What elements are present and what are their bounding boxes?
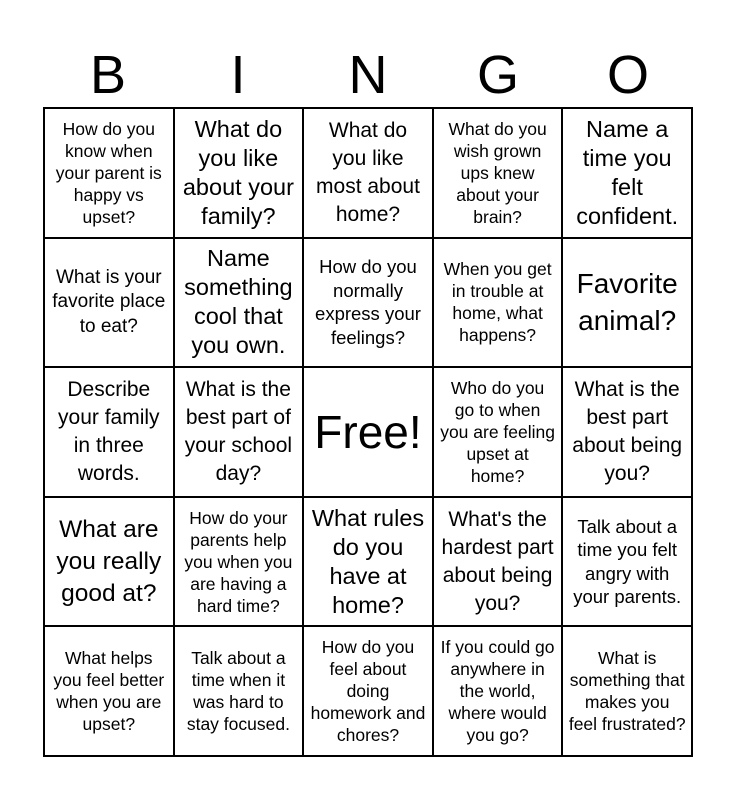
cell-text: Name something cool that you own. <box>184 245 293 359</box>
cell-text: What is something that makes you feel frustrated? <box>568 648 686 735</box>
cell-text: What do you like most about home? <box>316 118 420 226</box>
bingo-cell[interactable] <box>433 367 563 497</box>
bingo-cell[interactable] <box>433 238 563 368</box>
bingo-cell[interactable] <box>174 108 304 238</box>
cell-text: Describe your family in three words. <box>58 377 160 485</box>
cell-text: What are you really good at? <box>56 515 162 607</box>
bingo-cell[interactable] <box>433 626 563 756</box>
cell-text: Talk about a time you felt angry with your parents. <box>573 515 682 608</box>
cell-text: What is the best part about being you? <box>572 377 683 485</box>
cell-text: When you get in trouble at home, what happens? <box>443 259 552 346</box>
bingo-cell[interactable] <box>562 497 692 627</box>
cell-text: Talk about a time when it was hard to stay focused. <box>186 648 290 735</box>
cell-text: What rules do you have at home? <box>311 504 425 618</box>
bingo-cell[interactable] <box>433 108 563 238</box>
cell-text: Name a time you felt confident. <box>576 115 679 229</box>
cell-text: Favorite animal? <box>576 268 678 337</box>
cell-text: What is your favorite place to eat? <box>52 266 166 337</box>
bingo-cell[interactable] <box>44 497 174 627</box>
bingo-grid <box>43 107 693 757</box>
cell-text: How do you know when your parent is happy vs upset? <box>55 118 162 227</box>
bingo-cell[interactable] <box>303 497 433 627</box>
cell-text: What helps you feel better when you are upset? <box>53 648 165 735</box>
bingo-cell[interactable] <box>562 108 692 238</box>
bingo-cell[interactable] <box>174 238 304 368</box>
bingo-cell[interactable] <box>44 108 174 238</box>
header-letter-i: I <box>230 45 246 105</box>
bingo-cell[interactable] <box>303 626 433 756</box>
free-text: Free! <box>314 405 422 458</box>
bingo-cell[interactable] <box>44 238 174 368</box>
bingo-cell[interactable] <box>44 626 174 756</box>
bingo-cell[interactable] <box>433 497 563 627</box>
cell-text: What is the best part of your school day? <box>184 377 293 485</box>
bingo-cell[interactable] <box>174 626 304 756</box>
cell-text: How do your parents help you when you are having a hard time? <box>184 507 293 616</box>
cell-text: How do you normally express your feelings? <box>315 256 421 348</box>
cell-text: Who do you go to when you are feeling upset at home? <box>440 377 555 486</box>
bingo-cell[interactable] <box>562 626 692 756</box>
bingo-cell[interactable] <box>562 367 692 497</box>
header-letter-n: N <box>348 45 388 105</box>
bingo-header <box>43 44 693 106</box>
header-letter-g: G <box>476 45 519 105</box>
bingo-cell[interactable] <box>174 497 304 627</box>
cell-text: What's the hardest part about being you? <box>441 507 554 615</box>
free-cell[interactable] <box>303 367 433 497</box>
cell-text: What do you wish grown ups knew about your brain? <box>448 118 547 227</box>
bingo-cell[interactable] <box>303 108 433 238</box>
bingo-cell[interactable] <box>303 238 433 368</box>
header-letter-b: B <box>89 45 127 105</box>
bingo-cell[interactable] <box>562 238 692 368</box>
bingo-cell[interactable] <box>44 367 174 497</box>
cell-text: If you could go anywhere in the world, where would you go? <box>440 637 555 746</box>
header-letter-o: O <box>606 45 649 105</box>
cell-text: How do you feel about doing homework and chores? <box>310 637 426 746</box>
cell-text: What do you like about your family? <box>182 115 294 229</box>
bingo-cell[interactable] <box>174 367 304 497</box>
